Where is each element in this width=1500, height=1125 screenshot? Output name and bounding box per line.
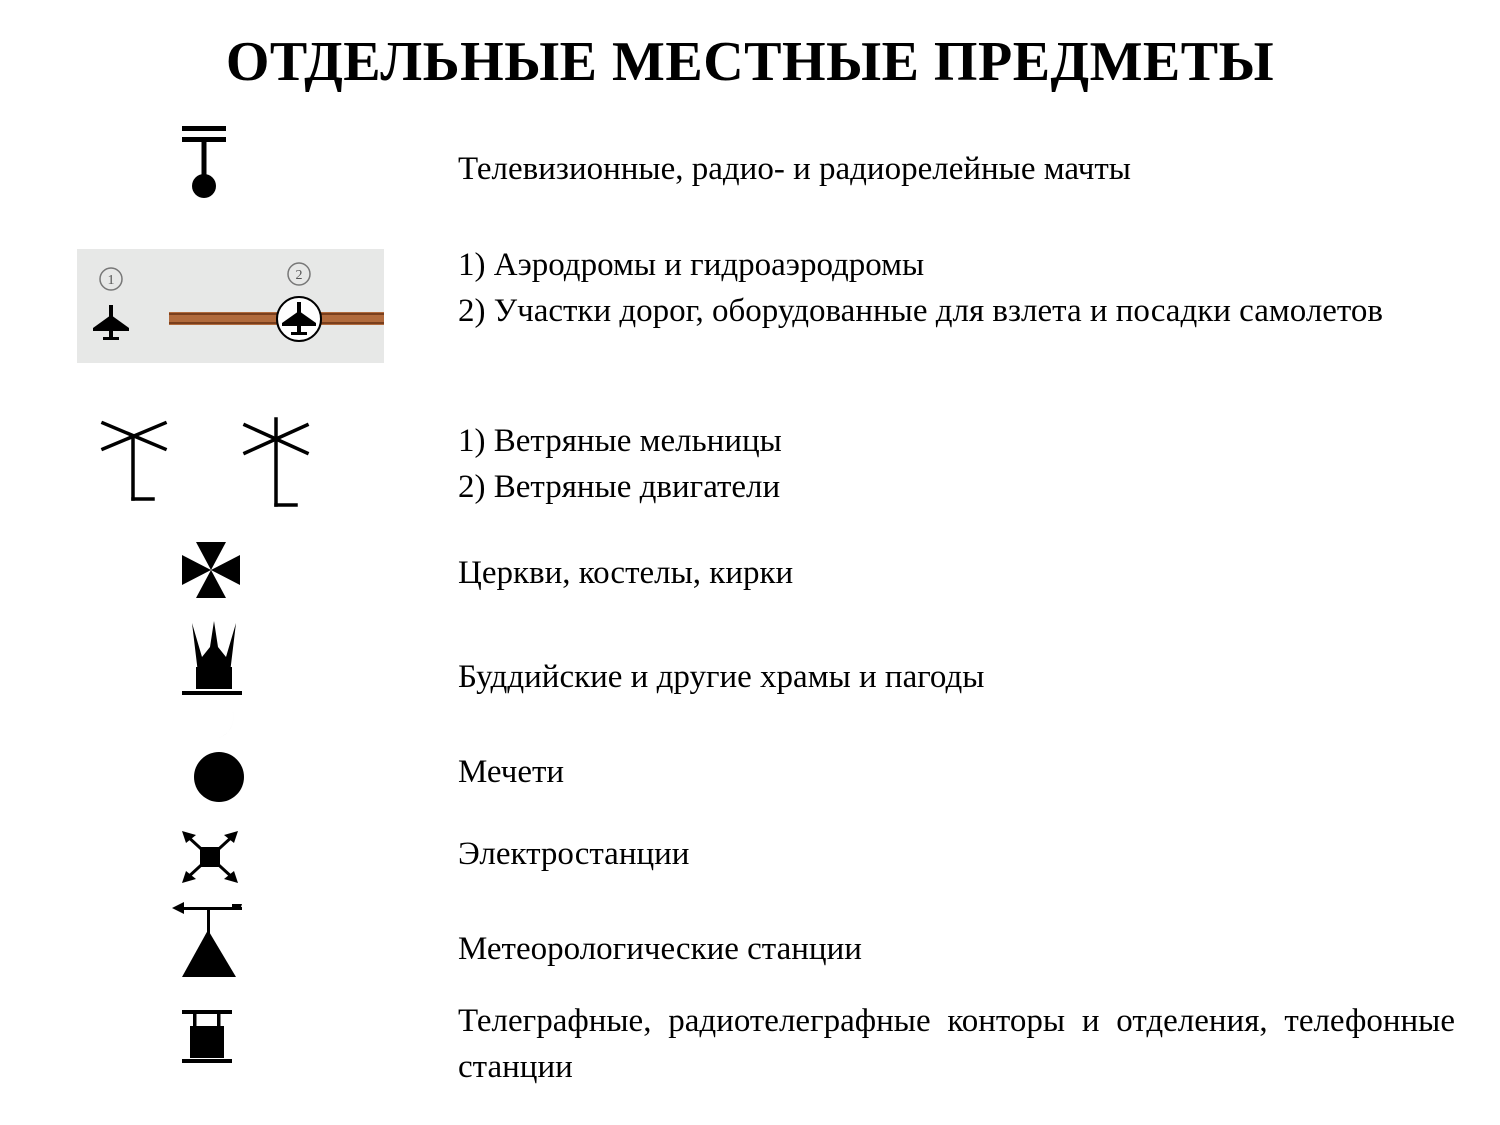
- item-text-weather-station: Метеорологические станции: [458, 931, 862, 967]
- windmill-icon: [95, 417, 315, 516]
- item-text-church: Церкви, костелы, кирки: [458, 555, 794, 591]
- airfield-label-1: 1: [107, 273, 115, 288]
- telegraph-office-icon: [180, 1008, 236, 1071]
- power-station-icon: [180, 830, 240, 889]
- page-title: ОТДЕЛЬНЫЕ МЕСТНЫЕ ПРЕДМЕТЫ: [225, 31, 1275, 93]
- item-text-mosque: Мечети: [458, 754, 565, 790]
- item-text-airfields: 1) Аэродромы и гидроаэродромы 2) Участки дорог, оборудованные для взлета и посадки самолетов: [458, 247, 1383, 329]
- item-text-windmills: 1) Ветряные мельницы 2) Ветряные двигатели: [458, 423, 782, 505]
- item-text-telegraph-office: Телеграфные, радиотелеграфные конторы и отделения, телефонные станции: [458, 1003, 1455, 1085]
- item-text-power-station: Электростанции: [458, 836, 690, 872]
- item-text-tv-radio-mast: Телевизионные, радио- и радиорелейные мачты: [458, 151, 1131, 187]
- church-icon: [180, 540, 242, 605]
- airfield-icon: [77, 249, 384, 368]
- mosque-icon: [188, 703, 250, 810]
- tv-radio-mast-icon: [178, 124, 230, 205]
- weather-station-icon: [170, 900, 246, 985]
- item-text-pagoda: Буддийские и другие храмы и пагоды: [458, 659, 985, 695]
- pagoda-icon: [182, 617, 244, 702]
- airfield-label-2: 2: [295, 268, 303, 283]
